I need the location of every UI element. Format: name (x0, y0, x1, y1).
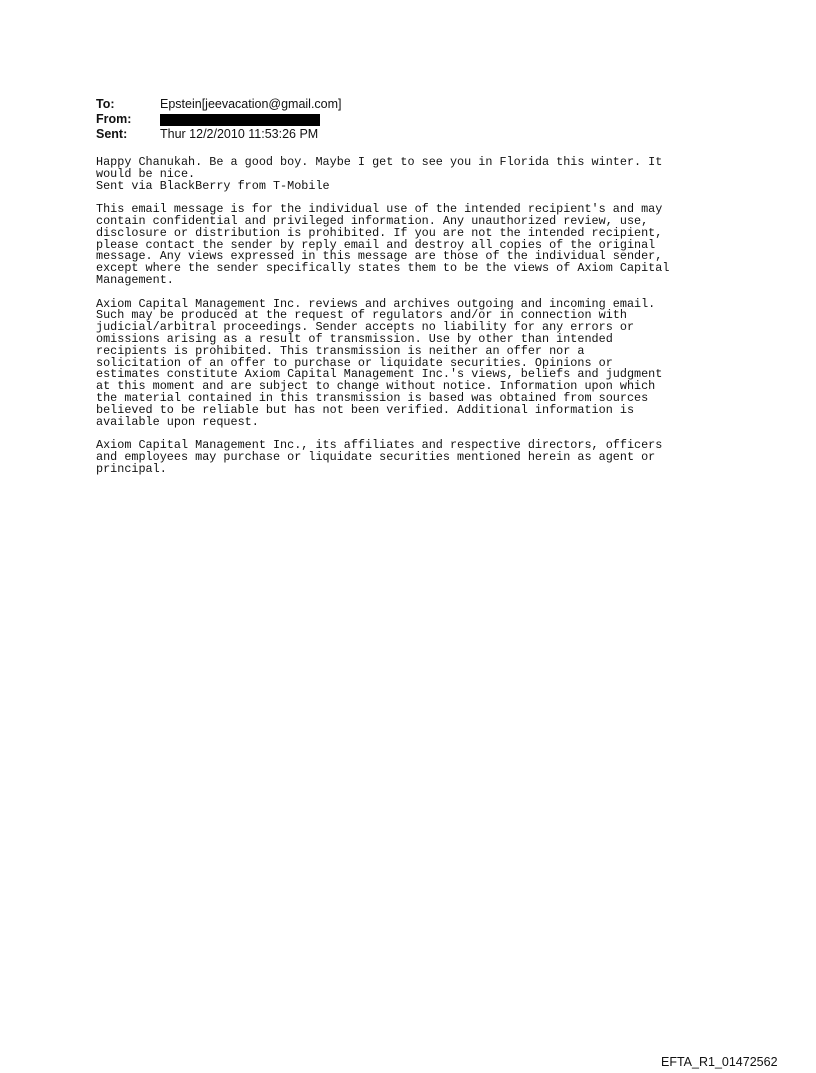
body-line: would be nice. (96, 166, 196, 181)
to-row (96, 97, 342, 112)
body-line: disclosure or distribution is prohibited. If you are not the intended recipient, (96, 225, 663, 240)
email-header (96, 97, 342, 142)
body-line: Happy Chanukah. Be a good boy. Maybe I get to see you in Florida this winter. It (96, 155, 663, 169)
body-line: solicitation of an offer to purchase or liquidate securities. Opinions or (96, 355, 613, 370)
greeting-paragraph (96, 157, 756, 192)
body-line: and employees may purchase or liquidate securities mentioned herein as agent or (96, 449, 656, 464)
body-line: Axiom Capital Management Inc., its affiliates and respective directors, officers (96, 438, 663, 453)
body-line: Management. (96, 272, 174, 287)
body-line: Axiom Capital Management Inc. reviews and archives outgoing and incoming email. (96, 296, 656, 311)
body-line: principal. (96, 461, 167, 476)
body-line: believed to be reliable but has not been verified. Additional information is (96, 402, 635, 417)
body-line: Sent via BlackBerry from T-Mobile (96, 178, 330, 193)
body-line: the material contained in this transmission is based was obtained from sources (96, 390, 649, 405)
body-line: contain confidential and privileged information. Any unauthorized review, use, (96, 213, 649, 228)
from-row (96, 112, 342, 127)
body-line: please contact the sender by reply email and destroy all copies of the original (96, 237, 656, 252)
body-line: omissions arising as a result of transmission. Use by other than intended (96, 331, 613, 346)
redaction-box (160, 114, 320, 126)
email-body (96, 157, 756, 487)
sent-row (96, 127, 342, 142)
body-line: estimates constitute Axiom Capital Management Inc.'s views, beliefs and judgment (96, 367, 663, 382)
body-line: This email message is for the individual use of the intended recipient's and may (96, 202, 663, 217)
disclaimer-paragraph-1 (96, 204, 756, 287)
from-label: From: (96, 112, 132, 126)
disclaimer-paragraph-2 (96, 296, 756, 429)
body-line: available upon request. (96, 414, 259, 429)
to-label: To: (96, 97, 115, 111)
body-line: recipients is prohibited. This transmission is neither an offer nor a (96, 343, 585, 358)
disclaimer-paragraph-3 (96, 440, 756, 475)
sent-label: Sent: (96, 127, 128, 141)
body-line: judicial/arbitral proceedings. Sender accepts no liability for any errors or (96, 320, 635, 335)
to-value: Epstein[jeevacation@gmail.com] (160, 97, 342, 111)
sent-value: Thur 12/2/2010 11:53:26 PM (160, 127, 319, 141)
document-id: EFTA_R1_01472562 (661, 1055, 778, 1069)
body-line: at this moment and are subject to change without notice. Information upon which (96, 379, 656, 394)
body-line: message. Any views expressed in this message are those of the individual sender, (96, 249, 663, 264)
body-line: Such may be produced at the request of regulators and/or in connection with (96, 308, 627, 323)
body-line: except where the sender specifically states them to be the views of Axiom Capital (96, 261, 670, 276)
